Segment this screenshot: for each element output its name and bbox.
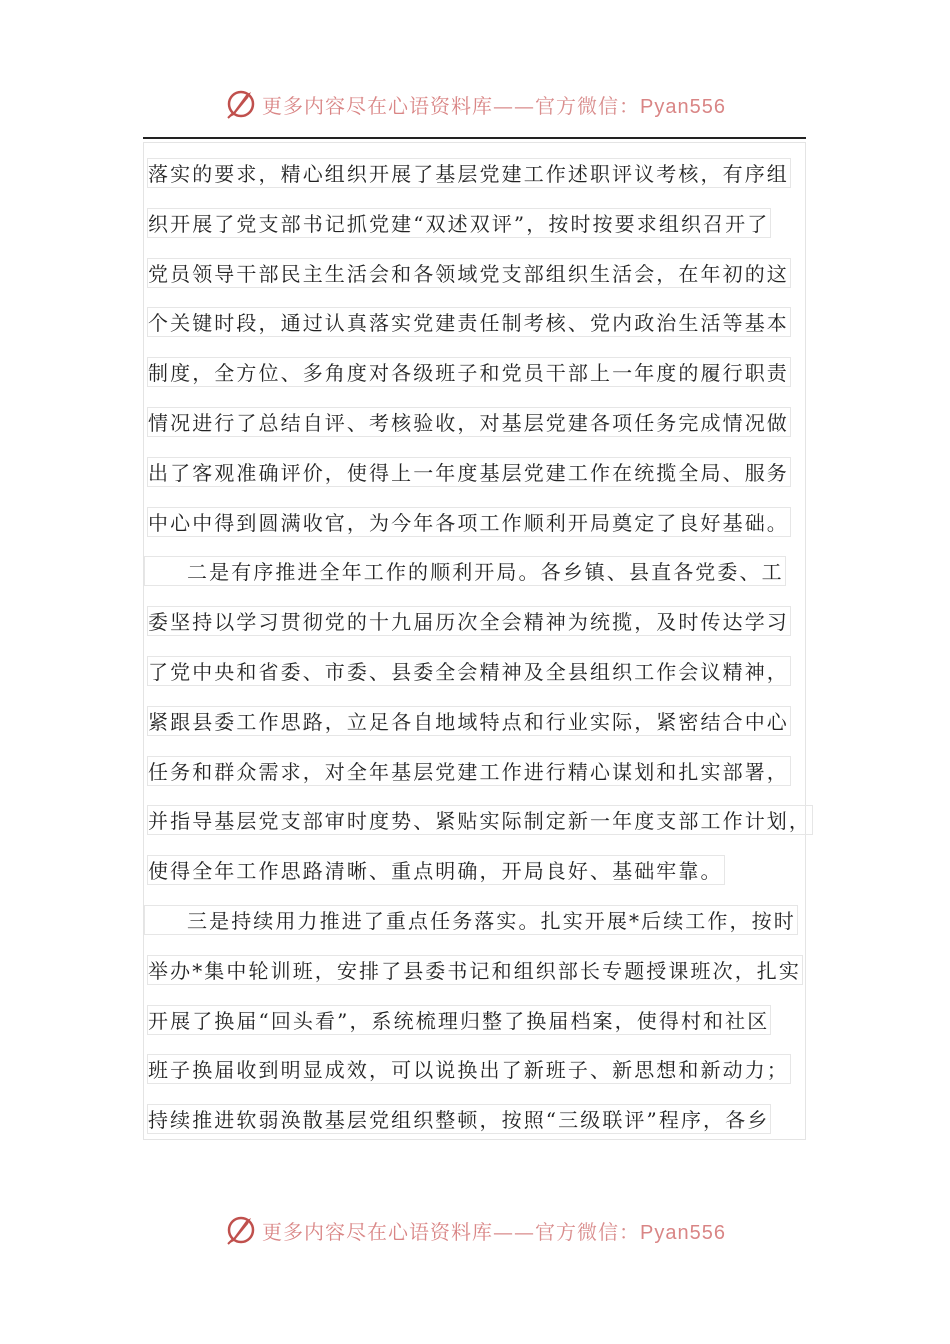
text-line: 织开展了党支部书记抓党建“双述双评”，按时按要求组织召开了	[147, 200, 817, 250]
quill-logo-icon	[224, 1213, 258, 1247]
footer-banner	[0, 1210, 950, 1250]
text-line: 任务和群众需求，对全年基层党建工作进行精心谋划和扎实部署，	[147, 748, 817, 798]
text-line: 落实的要求，精心组织开展了基层党建工作述职评议考核，有序组	[147, 150, 817, 200]
quill-logo-icon	[224, 87, 258, 121]
text-line: 中心中得到圆满收官，为今年各项工作顺利开局奠定了良好基础。	[147, 499, 817, 549]
text-line: 并指导基层党支部审时度势、紧贴实际制定新一年度支部工作计划，	[147, 797, 817, 847]
header-banner	[0, 84, 950, 124]
text-line: 持续推进软弱涣散基层党组织整顿，按照“三级联评”程序，各乡	[147, 1096, 817, 1146]
text-line: 出了客观准确评价，使得上一年度基层党建工作在统揽全局、服务	[147, 449, 817, 499]
footer-brand: 更多内容尽在心语资料库	[262, 1219, 494, 1244]
text-line: 三是持续用力推进了重点任务落实。扎实开展*后续工作，按时	[147, 897, 817, 947]
text-line: 举办*集中轮训班，安排了县委书记和组织部长专题授课班次，扎实	[147, 947, 817, 997]
header-rule	[143, 137, 806, 139]
header-dash: ——	[493, 93, 536, 118]
text-line: 党员领导干部民主生活会和各领域党支部组织生活会，在年初的这	[147, 250, 817, 300]
footer-dash: ——	[493, 1219, 536, 1244]
text-line: 了党中央和省委、市委、县委全会精神及全县组织工作会议精神，	[147, 648, 817, 698]
text-line: 开展了换届“回头看”，系统梳理归整了换届档案，使得村和社区	[147, 997, 817, 1047]
text-line: 委坚持以学习贯彻党的十九届历次全会精神为统揽，及时传达学习	[147, 598, 817, 648]
text-line: 班子换届收到明显成效，可以说换出了新班子、新思想和新动力；	[147, 1046, 817, 1096]
text-line: 紧跟县委工作思路，立足各自地域特点和行业实际，紧密结合中心	[147, 698, 817, 748]
header-brand: 更多内容尽在心语资料库	[262, 93, 494, 118]
text-line: 制度，全方位、多角度对各级班子和党员干部上一年度的履行职责	[147, 349, 817, 399]
text-line: 二是有序推进全年工作的顺利开局。各乡镇、县直各党委、工	[147, 548, 817, 598]
footer-label: 官方微信：	[535, 1219, 641, 1244]
header-wechat-id: Pyan556	[640, 95, 726, 118]
footer-wechat-id: Pyan556	[640, 1221, 726, 1244]
text-line: 情况进行了总结自评、考核验收，对基层党建各项任务完成情况做	[147, 399, 817, 449]
document-body	[147, 150, 817, 1146]
footer-text	[262, 1216, 726, 1245]
text-line: 个关键时段，通过认真落实党建责任制考核、党内政治生活等基本	[147, 299, 817, 349]
text-line: 使得全年工作思路清晰、重点明确，开局良好、基础牢靠。	[147, 847, 817, 897]
header-label: 官方微信：	[535, 93, 641, 118]
header-text	[262, 90, 726, 119]
